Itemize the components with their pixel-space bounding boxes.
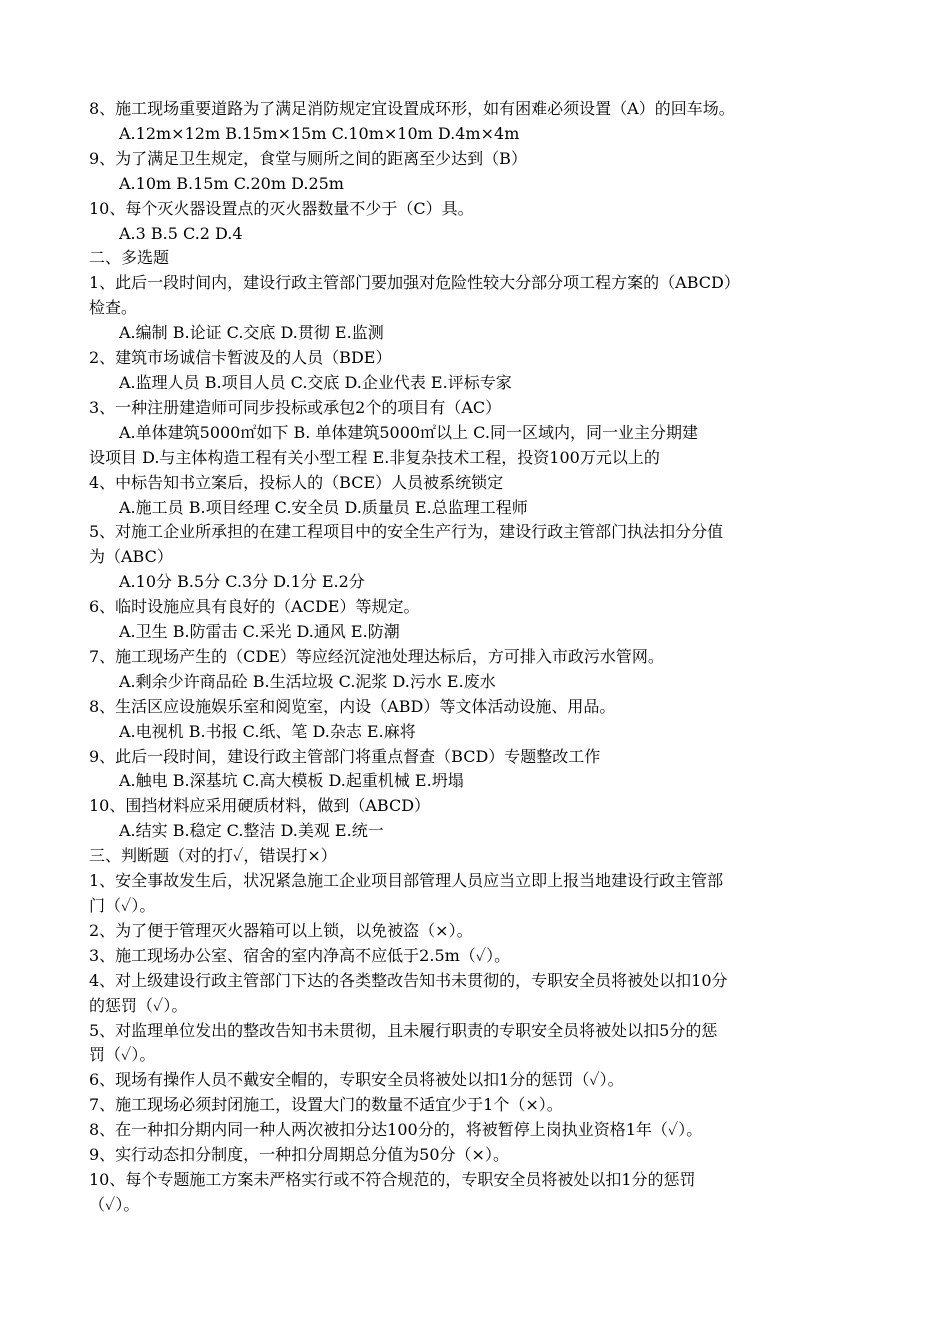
answer-options-line: A.3 B.5 C.2 D.4 [119, 223, 243, 243]
text-line: 1、安全事故发生后，状况紧急施工企业项目部管理人员应当立即上报当地建设行政主管部 [89, 871, 724, 891]
text-line: 二、多选题 [89, 248, 170, 268]
answer-options-line: A.施工员 B.项目经理 C.安全员 D.质量员 E.总监理工程师 [119, 497, 528, 517]
text-line: 为（ABC） [89, 547, 173, 567]
text-line: 10、每个专题施工方案未严格实行或不符合规范的，专职安全员将被处以扣1分的惩罚 [89, 1169, 696, 1189]
answer-options-line: A.剩余少许商品砼 B.生活垃圾 C.泥浆 D.污水 E.废水 [119, 671, 496, 691]
answer-options-line: A.10分 B.5分 C.3分 D.1分 E.2分 [119, 572, 365, 592]
text-line: 的惩罚（✓）。 [89, 995, 188, 1015]
answer-options-line: A.结实 B.稳定 C.整洁 D.美观 E.统一 [119, 821, 384, 841]
text-line: 10、围挡材料应采用硬质材料，做到（ABCD） [89, 796, 431, 816]
answer-options-line: A.单体建筑5000㎡如下 B. 单体建筑5000㎡以上 C.同一区域内，同一业主分期建 [119, 422, 698, 442]
text-line: 9、此后一段时间，建设行政主管部门将重点督查（BCD）专题整改工作 [89, 746, 601, 766]
answer-options-line: A.10m B.15m C.20m D.25m [119, 173, 344, 193]
text-line: 5、对施工企业所承担的在建工程项目中的安全生产行为，建设行政主管部门执法扣分分值 [89, 522, 724, 542]
text-line: 4、中标告知书立案后，投标人的（BCE）人员被系统锁定 [89, 472, 504, 492]
answer-options-line: A.电视机 B.书报 C.纸、笔 D.杂志 E.麻将 [119, 721, 416, 741]
answer-options-line: A.12m×12m B.15m×15m C.10m×10m D.4m×4m [119, 123, 520, 143]
text-line: 1、此后一段时间内，建设行政主管部门要加强对危险性较大分部分项工程方案的（ABCD） [89, 273, 740, 293]
answer-options-line: A.监理人员 B.项目人员 C.交底 D.企业代表 E.评标专家 [119, 372, 512, 392]
text-line: 2、建筑市场诚信卡暂波及的人员（BDE） [89, 348, 392, 368]
text-line: （✓）。 [89, 1194, 140, 1214]
text-line: 4、对上级建设行政主管部门下达的各类整改告知书未贯彻的，专职安全员将被处以扣10分 [89, 970, 728, 990]
text-line: 10、每个灭火器设置点的灭火器数量不少于（C）具。 [89, 198, 474, 218]
answer-options-line: A.卫生 B.防雷击 C.采光 D.通风 E.防潮 [119, 622, 400, 642]
text-line: 9、为了满足卫生规定，食堂与厕所之间的距离至少达到（B） [89, 148, 527, 168]
text-line: 5、对监理单位发出的整改告知书未贯彻，且未履行职责的专职安全员将被处以扣5分的惩 [89, 1020, 718, 1040]
text-line: 7、施工现场必须封闭施工，设置大门的数量不适宜少于1个（×）。 [89, 1095, 563, 1115]
text-line: 三、判断题（对的打✓，错误打×） [89, 846, 337, 866]
answer-options-line: A.触电 B.深基坑 C.高大模板 D.起重机械 E.坍塌 [119, 771, 464, 791]
text-line: 3、一种注册建造师可同步投标或承包2个的项目有（AC） [89, 397, 502, 417]
text-line: 罚（✓）。 [89, 1045, 156, 1065]
text-line: 门（✓）。 [89, 896, 156, 915]
text-line: 2、为了便于管理灭火器箱可以上锁，以免被盗（×）。 [89, 920, 473, 940]
text-line: 3、施工现场办公室、宿舍的室内净高不应低于2.5m（✓）。 [89, 945, 511, 965]
text-line: 6、现场有操作人员不戴安全帽的，专职安全员将被处以扣1分的惩罚（✓）。 [89, 1070, 624, 1090]
text-line: 设项目 D.与主体构造工程有关小型工程 E.非复杂技术工程，投资100万元以上的 [89, 447, 660, 467]
text-line: 9、实行动态扣分制度，一种扣分周期总分值为50分（×）。 [89, 1145, 509, 1165]
text-line: 检查。 [89, 298, 138, 318]
text-line: 6、临时设施应具有良好的（ACDE）等规定。 [89, 597, 420, 617]
answer-options-line: A.编制 B.论证 C.交底 D.贯彻 E.监测 [119, 323, 384, 343]
document-body [89, 97, 870, 1218]
text-line: 8、施工现场重要道路为了满足消防规定宜设置成环形，如有困难必须设置（A）的回车场。 [89, 99, 735, 118]
text-line: 8、在一种扣分期内同一种人两次被扣分达100分的，将被暂停上岗执业资格1年（✓）。 [89, 1120, 703, 1140]
text-line: 7、施工现场产生的（CDE）等应经沉淀池处理达标后，方可排入市政污水管网。 [89, 646, 664, 666]
text-line: 8、生活区应设施娱乐室和阅览室，内设（ABD）等文体活动设施、用品。 [89, 696, 616, 716]
